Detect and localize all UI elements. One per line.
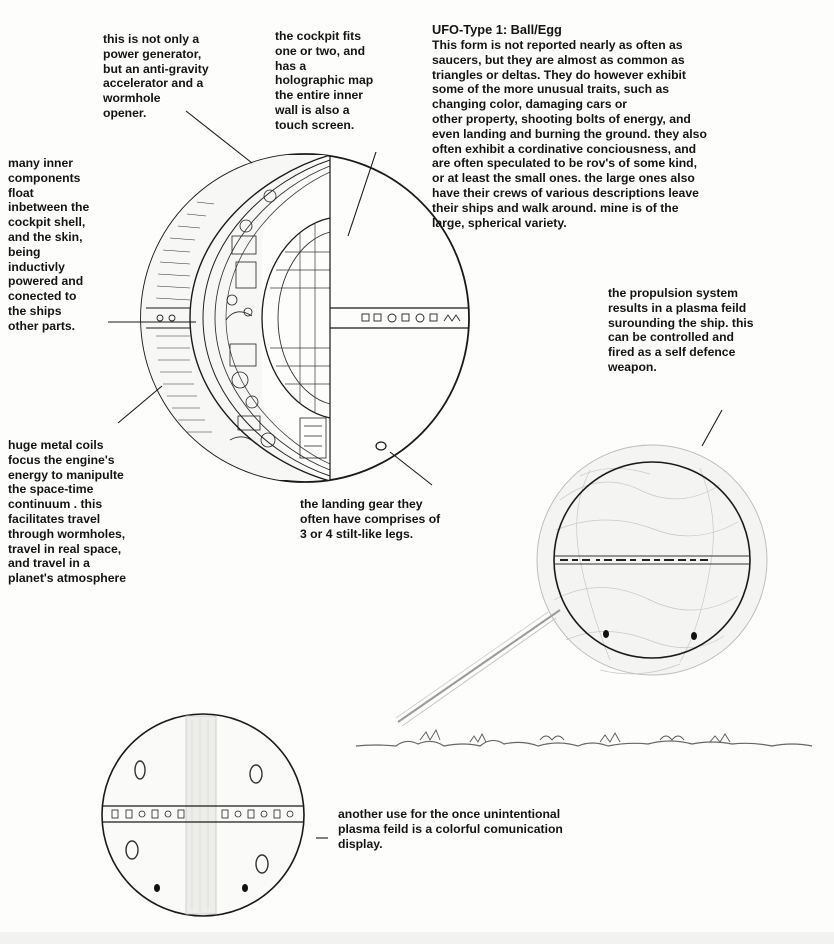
coils-note: huge metal coils focus the engine's energy to manipulte the space-time continuum . this facilitates travel through wormholes, travel in real space, and travel in a planet's atmosphere — [8, 438, 127, 586]
communication-note: another use for the once unintentional plasma feild is a colorful comunication display. — [338, 807, 563, 851]
inner-components-note: many inner components float inbetween the cockpit shell, and the skin, being inductivly powered and conected to the ships other parts. — [8, 156, 90, 333]
communication-sphere — [102, 714, 304, 916]
cockpit-note: the cockpit fits one or two, and has a holographic map the entire inner wall is also a touch screen. — [275, 29, 374, 132]
description-text: This form is not reported nearly as often as saucers, but they are almost as common as triangles or deltas. They do however exhibit some of the more unusual traits, such as changing color, damaging cars or other property, shooting bolts of energy, and even landing and burning the ground. they also often exhibit a cordinative conciousness, and are often speculated to be rov's of some kind, or at least the small ones. the large ones also have their crews of various descriptions leave their ships and walk around. mine is of the large, spherical variety. — [432, 38, 707, 230]
landing-gear-port — [376, 442, 386, 450]
propulsion-note: the propulsion system results in a plasma feild surounding the ship. this can be controlled and fired as a self defence weapon. — [608, 286, 754, 374]
power-generator-note: this is not only a power generator, but an anti-gravity accelerator and a wormhole opener. — [103, 32, 209, 120]
cutaway-sphere — [140, 150, 469, 485]
plasma-sphere — [356, 445, 812, 746]
diagram-title: UFO-Type 1: Ball/Egg — [432, 22, 562, 37]
landing-gear-note: the landing gear they often have comprises of 3 or 4 stilt-like legs. — [300, 497, 441, 541]
bottom-edge — [0, 932, 834, 944]
